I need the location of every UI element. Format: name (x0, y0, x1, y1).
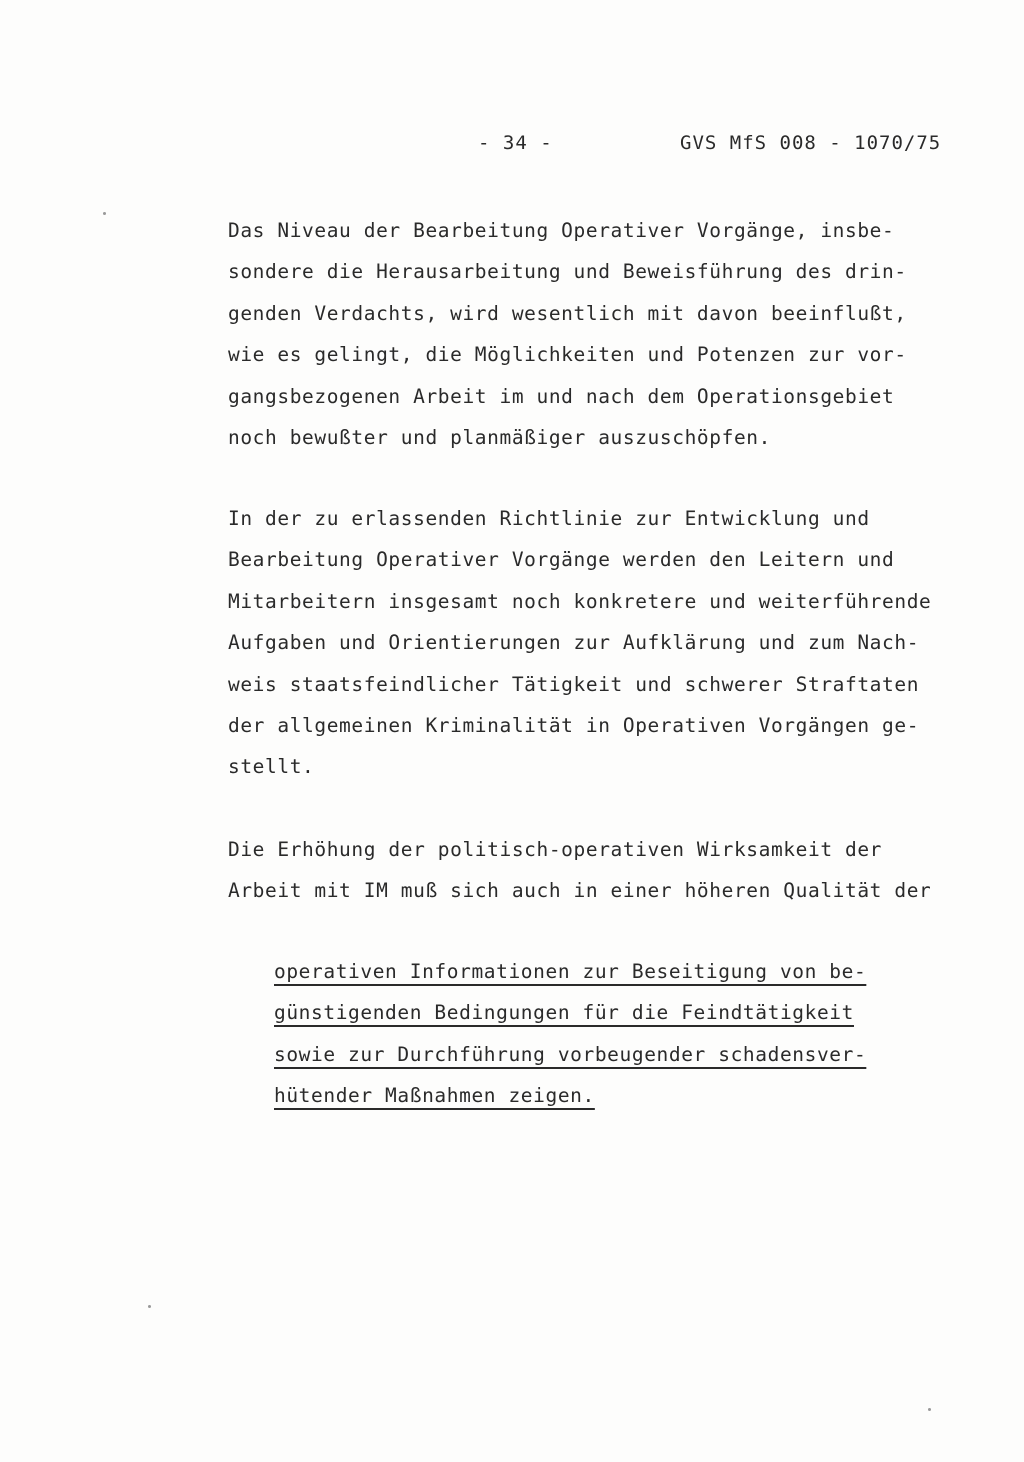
page-number: - 34 - (478, 132, 553, 154)
text-line: genden Verdachts, wird wesentlich mit davon beeinflußt, (228, 301, 907, 325)
text-line: Die Erhöhung der politisch-operativen Wirksamkeit der (228, 838, 883, 861)
underlined-indented-paragraph (274, 951, 866, 1117)
text-line: stellt. (228, 755, 315, 779)
underlined-text: operativen Informationen zur Beseitigung von be- (274, 960, 867, 983)
text-line: der allgemeinen Kriminalität in Operativen Vorgängen ge- (228, 713, 920, 737)
paragraph-2 (228, 498, 931, 788)
text-line: Aufgaben und Orientierungen zur Aufklärung und zum Nach- (228, 631, 920, 655)
underlined-text-line (274, 951, 866, 992)
document-reference: GVS MfS 008 - 1070/75 (680, 132, 942, 154)
paragraph-3 (228, 829, 931, 912)
text-line: Bearbeitung Operativer Vorgänge werden den Leitern und (228, 548, 895, 572)
paragraph-1 (228, 210, 907, 458)
page-header (0, 132, 1024, 162)
underlined-text-line (274, 1075, 866, 1116)
underlined-text: sowie zur Durchführung vorbeugender schadensver- (274, 1042, 867, 1066)
scan-speck (928, 1408, 931, 1411)
underlined-text-line (274, 1034, 866, 1075)
text-line: Das Niveau der Bearbeitung Operativer Vorgänge, insbe- (228, 219, 895, 242)
text-line: gangsbezogenen Arbeit im und nach dem Operationsgebiet (228, 384, 895, 408)
scan-speck (148, 1305, 151, 1308)
underlined-text: günstigenden Bedingungen für die Feindtätigkeit (274, 1001, 854, 1025)
text-line: Mitarbeitern insgesamt noch konkretere und weiterführende (228, 589, 932, 613)
text-line: In der zu erlassenden Richtlinie zur Entwicklung und (228, 507, 870, 530)
underlined-text: hütender Maßnahmen zeigen. (274, 1084, 595, 1108)
text-line: weis staatsfeindlicher Tätigkeit und schwerer Straftaten (228, 672, 920, 696)
text-line: sondere die Herausarbeitung und Beweisführung des drin- (228, 260, 907, 284)
text-line: wie es gelingt, die Möglichkeiten und Potenzen zur vor- (228, 343, 907, 367)
text-line: Arbeit mit IM muß sich auch in einer höheren Qualität der (228, 879, 932, 903)
underlined-text-line (274, 992, 866, 1033)
scan-speck (103, 212, 106, 215)
text-line: noch bewußter und planmäßiger auszuschöpfen. (228, 425, 771, 449)
